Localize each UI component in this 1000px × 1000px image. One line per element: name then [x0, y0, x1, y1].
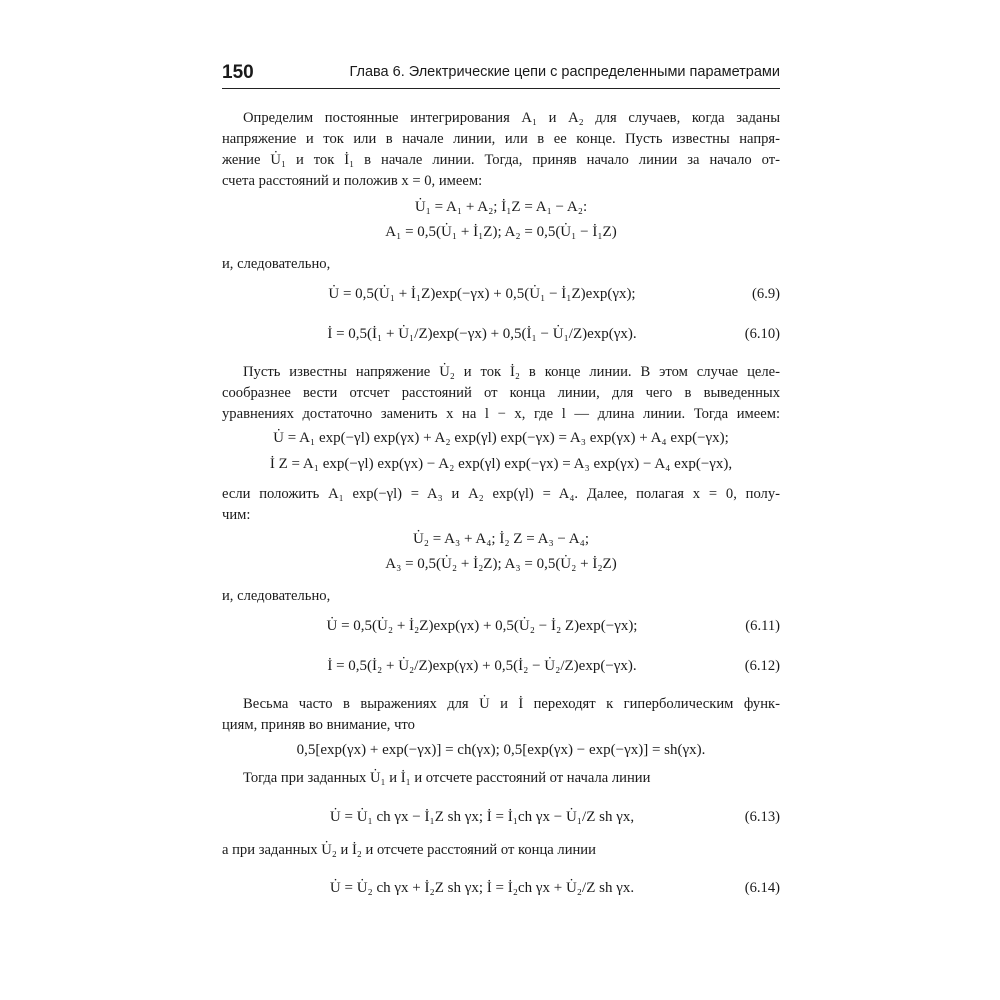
paragraph-line: счета расстояний и положив x = 0, имеем:: [222, 173, 483, 189]
paragraph-line: уравнениях достаточно заменить x на l − x, где l — длина линии. Тогда имеем:: [222, 406, 780, 422]
equation-number: (6.10): [744, 326, 780, 342]
equation-6-9: U̇ = 0,5(U̇₁ + İ₁Z)exp(−γx) + 0,5(U̇₁ − İ₁Z)exp(γx);: [328, 286, 636, 302]
paragraph-line: Тогда при заданных U̇₁ и İ₁ и отсчете расстояний от начала линии: [243, 770, 651, 786]
paragraph-line: если положить A₁ exp(−γl) = A₃ и A₂ exp(γl) = A₄. Далее, полагая x = 0, полу-: [222, 486, 780, 502]
equation-number: (6.11): [745, 618, 780, 634]
equation-number: (6.13): [744, 809, 780, 825]
paragraph-line: Пусть известны напряжение U̇₂ и ток İ₂ в конце линии. В этом случае целе-: [243, 364, 780, 380]
equation-number: (6.14): [744, 880, 780, 896]
equation-number: (6.12): [744, 658, 780, 674]
paragraph-line: и, следовательно,: [222, 256, 331, 272]
equation: İ Z = A₁ exp(−γl) exp(γx) − A₂ exp(γl) exp(−γx) = A₃ exp(γx) − A₄ exp(−γx),: [269, 456, 733, 472]
page-header: [222, 62, 780, 88]
equation-6-13: U̇ = U̇₁ ch γx − İ₁Z sh γx; İ = İ₁ch γx − U̇₁/Z sh γx,: [329, 809, 635, 825]
page-number: 150: [222, 62, 254, 83]
equation-6-14: U̇ = U̇₂ ch γx + İ₂Z sh γx; İ = İ₂ch γx + U̇₂/Z sh γx.: [329, 880, 635, 896]
equation: A₁ = 0,5(U̇₁ + İ₁Z); A₂ = 0,5(U̇₁ − İ₁Z): [385, 224, 617, 240]
equation-6-12: İ = 0,5(İ₂ + U̇₂/Z)exp(γx) + 0,5(İ₂ − U̇₂/Z)exp(−γx).: [327, 658, 637, 674]
paragraph-line: жение U̇₁ и ток İ₁ в начале линии. Тогда, приняв начало линии за начало от-: [222, 152, 780, 168]
paragraph-line: циям, приняв во внимание, что: [222, 717, 415, 733]
equation: A₃ = 0,5(U̇₂ + İ₂Z); A₃ = 0,5(U̇₂ + İ₂Z): [385, 556, 617, 572]
paragraph-line: сообразнее вести отсчет расстояний от конца линии, для чего в выведенных: [222, 385, 780, 401]
paragraph-line: и, следовательно,: [222, 588, 331, 604]
equation: U̇₂ = A₃ + A₄; İ₂ Z = A₃ − A₄;: [412, 531, 590, 547]
paragraph-line: Весьма часто в выражениях для U̇ и İ переходят к гиперболическим функ-: [243, 696, 780, 712]
equation: 0,5[exp(γx) + exp(−γx)] = ch(γx); 0,5[exp(γx) − exp(−γx)] = sh(γx).: [296, 742, 706, 758]
running-title: Глава 6. Электрические цепи с распределенными параметрами: [349, 64, 780, 80]
equation-number: (6.9): [752, 286, 780, 302]
equation-6-11: U̇ = 0,5(U̇₂ + İ₂Z)exp(γx) + 0,5(U̇₂ − İ₂ Z)exp(−γx);: [326, 618, 638, 634]
paragraph-line: а при заданных U̇₂ и İ₂ и отсчете расстояний от конца линии: [222, 842, 596, 858]
equation-6-10: İ = 0,5(İ₁ + U̇₁/Z)exp(−γx) + 0,5(İ₁ − U̇₁/Z)exp(γx).: [327, 326, 637, 342]
paragraph-line: напряжение и ток или в начале линии, или в ее конце. Пусть известны напря-: [222, 131, 780, 147]
paragraph-line: чим:: [222, 507, 251, 523]
paragraph-line: Определим постоянные интегрирования A₁ и A₂ для случаев, когда заданы: [243, 110, 780, 126]
equation: U̇ = A₁ exp(−γl) exp(γx) + A₂ exp(γl) exp(−γx) = A₃ exp(γx) + A₄ exp(−γx);: [273, 430, 729, 446]
header-rule: [222, 88, 780, 89]
equation: U̇₁ = A₁ + A₂; İ₁Z = A₁ − A₂:: [414, 199, 588, 215]
